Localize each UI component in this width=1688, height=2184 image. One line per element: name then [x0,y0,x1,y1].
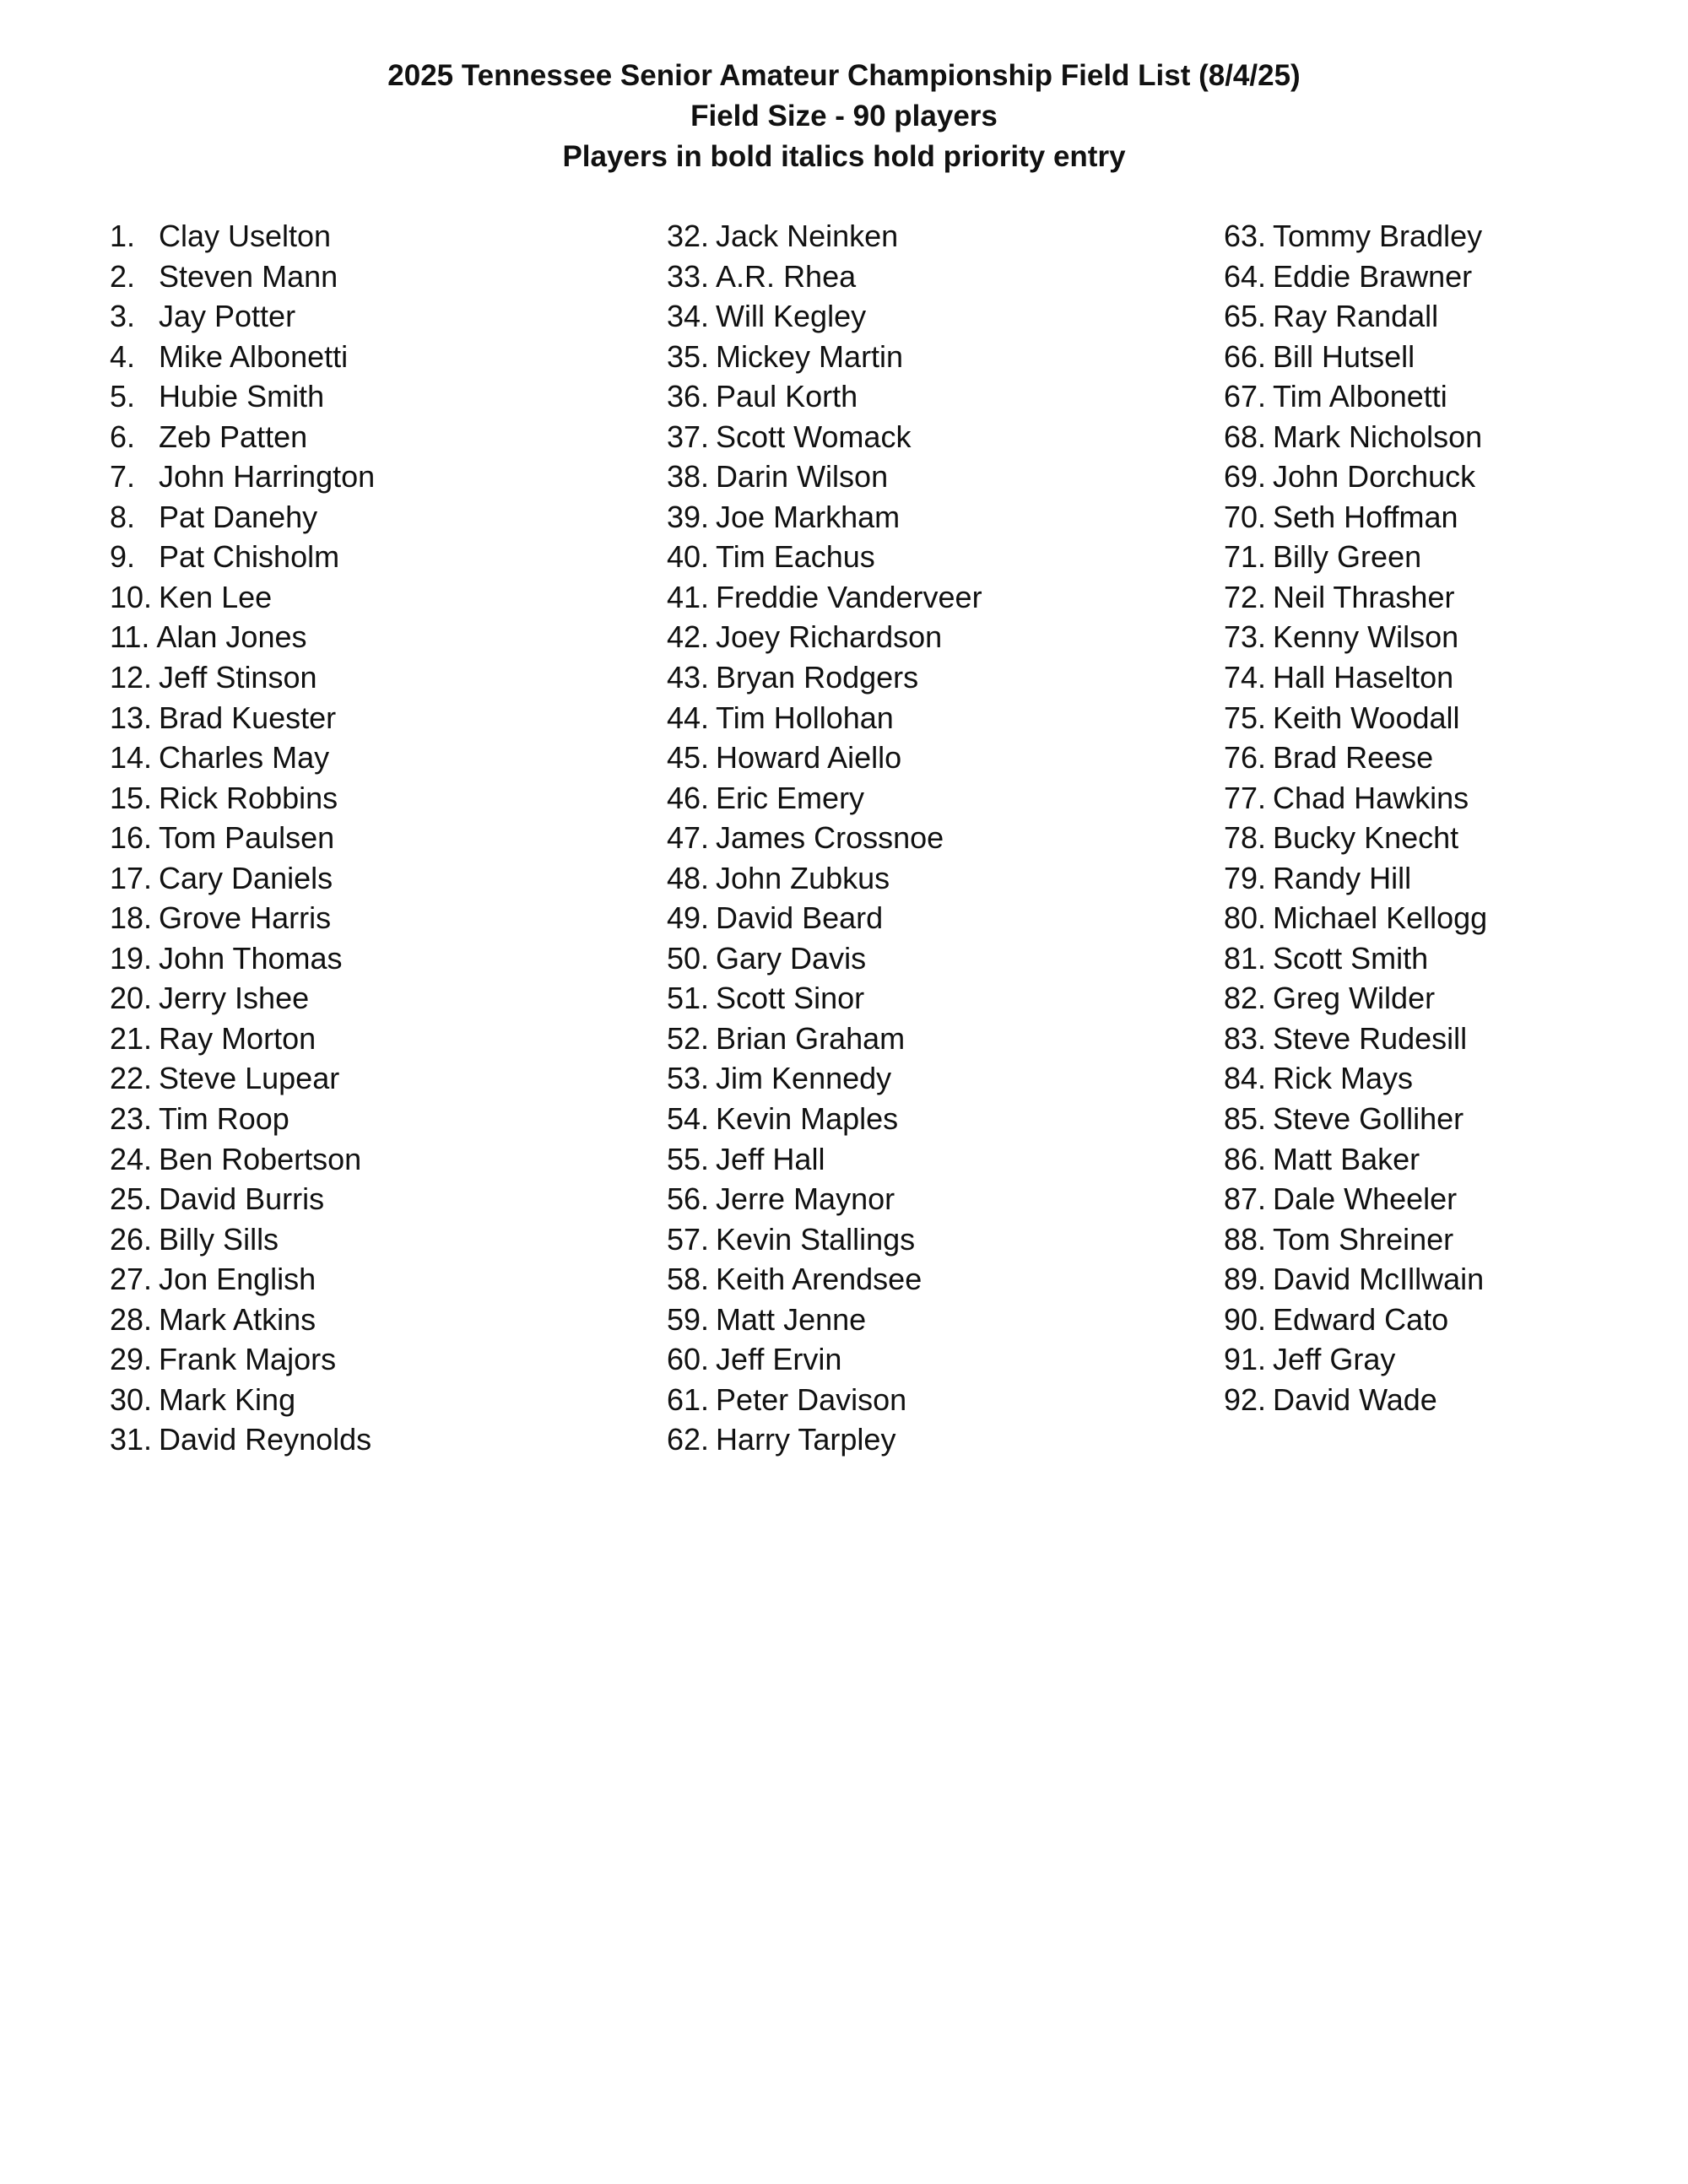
player-entry [110,1058,375,1099]
player-name: Steve Rudesill [1273,1020,1468,1056]
player-name: Michael Kellogg [1273,900,1488,936]
player-entry [110,296,375,337]
player-entry [110,1380,375,1420]
player-name: Grove Harris [159,900,332,936]
player-name: Jack Neinken [716,219,899,253]
player-number: 15. [110,780,153,815]
player-name: Tommy Bradley [1273,219,1483,253]
player-entry [1224,337,1487,377]
player-entry [667,818,982,858]
player-name: Ken Lee [159,579,273,614]
player-name: Billy Sills [159,1221,279,1257]
player-name: Joe Markham [716,499,901,534]
player-number: 57. [667,1221,710,1257]
player-entry [1224,978,1487,1019]
field-column-1 [110,216,375,1460]
player-name: Neil Thrasher [1273,579,1455,614]
player-name: Rick Mays [1273,1061,1414,1096]
player-name: Tim Eachus [716,539,875,575]
player-entry [667,698,982,738]
player-number: 83. [1224,1020,1267,1056]
field-column-3 [1224,216,1487,1419]
player-name: Mark King [159,1381,296,1417]
player-name: Brad Kuester [159,700,337,735]
player-number: 23. [110,1101,153,1137]
player-entry [110,617,375,657]
player-entry [110,657,375,698]
player-number: 31. [110,1422,153,1457]
player-name: Clay Uselton [159,219,332,253]
player-number: 79. [1224,860,1267,895]
player-entry [667,376,982,417]
player-name: Cary Daniels [159,860,333,895]
player-number: 46. [667,780,710,815]
player-number: 17. [110,860,153,895]
player-name: Eddie Brawner [1273,258,1473,294]
player-number: 58. [667,1262,710,1297]
player-entry [1224,818,1487,858]
player-number: 14. [110,740,153,776]
player-name: Gary Davis [716,940,867,976]
player-name: Alan Jones [156,619,307,655]
player-name: Steve Lupear [159,1061,340,1096]
player-number: 87. [1224,1181,1267,1217]
player-entry [667,978,982,1019]
player-number: 41. [667,579,710,614]
player-number: 67. [1224,379,1267,414]
player-entry [667,577,982,618]
player-number: 90. [1224,1301,1267,1337]
player-name: A.R. Rhea [716,258,857,294]
player-name: Ray Randall [1273,299,1439,334]
player-name: Billy Green [1273,539,1422,575]
player-entry [667,1300,982,1340]
player-number: 69. [1224,459,1267,495]
player-number: 61. [667,1381,710,1417]
player-entry [110,1300,375,1340]
player-name: Pat Danehy [159,499,318,534]
player-entry [1224,858,1487,899]
player-entry [667,417,982,457]
player-name: Tim Hollohan [716,700,894,735]
player-number: 78. [1224,820,1267,856]
player-entry [110,1139,375,1180]
player-entry [110,337,375,377]
field-column-2 [667,216,982,1460]
player-entry [110,938,375,979]
player-name: Scott Womack [716,419,912,454]
player-number: 48. [667,860,710,895]
player-name: Jon English [159,1262,316,1297]
player-number: 86. [1224,1141,1267,1176]
player-name: David Wade [1273,1381,1437,1417]
player-name: Mike Albonetti [159,338,349,374]
player-entry [110,898,375,938]
player-number: 24. [110,1141,153,1176]
player-number: 42. [667,619,710,655]
player-entry [110,216,375,257]
player-name: Bill Hutsell [1273,338,1415,374]
player-name: Jerry Ishee [159,981,310,1016]
player-name: Randy Hill [1273,860,1412,895]
player-number: 60. [667,1342,710,1377]
player-entry [110,1179,375,1219]
player-name: John Zubkus [716,860,890,895]
player-name: Eric Emery [716,780,865,815]
player-name: Freddie Vanderveer [716,579,982,614]
player-number: 19. [110,940,153,976]
player-entry [667,1099,982,1139]
player-name: John Dorchuck [1273,459,1476,495]
player-number: 85. [1224,1101,1267,1137]
player-entry [1224,537,1487,577]
player-number: 4. [110,338,136,374]
player-number: 62. [667,1422,710,1457]
player-name: Edward Cato [1273,1301,1449,1337]
player-name: Mickey Martin [716,338,904,374]
player-number: 70. [1224,499,1267,534]
player-name: Jim Kennedy [716,1061,892,1096]
player-number: 74. [1224,660,1267,695]
player-number: 71. [1224,539,1267,575]
player-number: 34. [667,299,710,334]
player-number: 89. [1224,1262,1267,1297]
player-name: Chad Hawkins [1273,780,1469,815]
player-number: 13. [110,700,153,735]
player-entry [1224,1259,1487,1300]
player-entry [110,577,375,618]
player-name: Paul Korth [716,379,858,414]
player-name: Tim Roop [159,1101,289,1137]
player-name: Keith Woodall [1273,700,1460,735]
player-entry [667,858,982,899]
player-name: Peter Davison [716,1381,907,1417]
player-entry [667,497,982,538]
player-entry [667,898,982,938]
player-name: Kevin Stallings [716,1221,916,1257]
player-entry [1224,617,1487,657]
player-entry [1224,778,1487,819]
player-name: Steve Golliher [1273,1101,1464,1137]
player-number: 38. [667,459,710,495]
player-name: David Reynolds [159,1422,372,1457]
player-entry [1224,497,1487,538]
player-name: Seth Hoffman [1273,499,1458,534]
player-entry [1224,1219,1487,1260]
player-number: 88. [1224,1221,1267,1257]
player-entry [110,1419,375,1460]
player-name: Jerre Maynor [716,1181,895,1217]
player-number: 82. [1224,981,1267,1016]
player-entry [667,257,982,297]
player-name: Tim Albonetti [1273,379,1447,414]
player-name: Bucky Knecht [1273,820,1459,856]
player-name: Scott Smith [1273,940,1429,976]
player-number: 44. [667,700,710,735]
player-number: 33. [667,258,710,294]
player-number: 39. [667,499,710,534]
player-number: 9. [110,539,136,575]
player-number: 72. [1224,579,1267,614]
player-entry [110,417,375,457]
player-number: 37. [667,419,710,454]
document-title: 2025 Tennessee Senior Amateur Championship Field List (8/4/25) [387,59,1301,92]
player-entry [667,1419,982,1460]
player-number: 12. [110,660,153,695]
player-number: 54. [667,1101,710,1137]
player-entry [1224,577,1487,618]
player-number: 52. [667,1020,710,1056]
player-entry [1224,1339,1487,1380]
player-name: Greg Wilder [1273,981,1436,1016]
player-entry [667,657,982,698]
player-entry [1224,1179,1487,1219]
player-number: 80. [1224,900,1267,936]
player-number: 29. [110,1342,153,1377]
player-number: 1. [110,219,136,253]
player-entry [1224,216,1487,257]
player-entry [110,1019,375,1059]
player-number: 91. [1224,1342,1267,1377]
player-entry [110,376,375,417]
player-number: 16. [110,820,153,856]
player-entry [1224,898,1487,938]
player-name: Matt Baker [1273,1141,1420,1176]
player-entry [1224,938,1487,979]
player-number: 27. [110,1262,153,1297]
player-name: Brad Reese [1273,740,1434,776]
player-number: 22. [110,1061,153,1096]
player-entry [110,457,375,497]
player-number: 28. [110,1301,153,1337]
player-number: 84. [1224,1061,1267,1096]
player-name: Jeff Gray [1273,1342,1396,1377]
player-number: 81. [1224,940,1267,976]
player-entry [667,457,982,497]
player-number: 45. [667,740,710,776]
player-name: John Harrington [159,459,376,495]
player-entry [110,1339,375,1380]
player-name: Steven Mann [159,258,338,294]
player-number: 20. [110,981,153,1016]
player-number: 76. [1224,740,1267,776]
player-name: Will Kegley [716,299,867,334]
player-name: David McIllwain [1273,1262,1485,1297]
player-entry [667,1339,982,1380]
player-entry [110,537,375,577]
player-name: Jeff Hall [716,1141,825,1176]
priority-note: Players in bold italics hold priority entry [562,140,1126,173]
player-entry [1224,657,1487,698]
player-name: David Beard [716,900,884,936]
player-entry [110,257,375,297]
player-number: 68. [1224,419,1267,454]
player-number: 55. [667,1141,710,1176]
player-number: 53. [667,1061,710,1096]
player-entry [667,1259,982,1300]
player-entry [667,1380,982,1420]
player-number: 25. [110,1181,153,1217]
player-number: 63. [1224,219,1267,253]
player-name: Mark Atkins [159,1301,316,1337]
player-entry [110,1259,375,1300]
player-name: Harry Tarpley [716,1422,896,1457]
player-number: 92. [1224,1381,1267,1417]
player-entry [667,1139,982,1180]
player-number: 18. [110,900,153,936]
player-name: Tom Paulsen [159,820,335,856]
player-entry [1224,1300,1487,1340]
player-entry [110,858,375,899]
player-name: Mark Nicholson [1273,419,1483,454]
player-name: Dale Wheeler [1273,1181,1458,1217]
player-number: 75. [1224,700,1267,735]
player-name: Hall Haselton [1273,660,1454,695]
player-name: John Thomas [159,940,343,976]
player-entry [667,738,982,778]
player-name: Jeff Ervin [716,1342,842,1377]
player-entry [1224,1380,1487,1420]
player-entry [110,818,375,858]
player-name: Jay Potter [159,299,296,334]
player-entry [110,738,375,778]
player-number: 8. [110,499,136,534]
player-name: Keith Arendsee [716,1262,922,1297]
player-entry [1224,417,1487,457]
player-number: 21. [110,1020,153,1056]
player-entry [1224,1099,1487,1139]
player-entry [110,1099,375,1139]
player-number: 40. [667,539,710,575]
player-entry [1224,457,1487,497]
document-header [0,56,1688,177]
player-number: 50. [667,940,710,976]
field-list [0,216,1688,1482]
player-name: Scott Sinor [716,981,865,1016]
player-number: 3. [110,299,136,334]
player-number: 36. [667,379,710,414]
player-number: 5. [110,379,136,414]
player-entry [1224,738,1487,778]
player-number: 2. [110,258,136,294]
player-name: David Burris [159,1181,325,1217]
player-name: Ray Morton [159,1020,316,1056]
player-entry [1224,698,1487,738]
player-entry [667,337,982,377]
player-name: Jeff Stinson [159,660,317,695]
player-number: 49. [667,900,710,936]
player-number: 6. [110,419,136,454]
player-number: 47. [667,820,710,856]
player-name: Kenny Wilson [1273,619,1459,655]
player-entry [667,778,982,819]
player-name: Darin Wilson [716,459,889,495]
player-number: 59. [667,1301,710,1337]
player-name: Joey Richardson [716,619,943,655]
player-entry [1224,1019,1487,1059]
player-entry [667,537,982,577]
player-name: Frank Majors [159,1342,337,1377]
player-entry [667,1019,982,1059]
player-entry [110,497,375,538]
player-name: Zeb Patten [159,419,308,454]
player-number: 56. [667,1181,710,1217]
player-entry [110,978,375,1019]
player-number: 64. [1224,258,1267,294]
player-name: Rick Robbins [159,780,338,815]
player-entry [667,216,982,257]
player-name: Hubie Smith [159,379,325,414]
player-name: Matt Jenne [716,1301,867,1337]
player-name: Charles May [159,740,330,776]
player-name: James Crossnoe [716,820,944,856]
player-number: 35. [667,338,710,374]
player-name: Brian Graham [716,1020,906,1056]
player-number: 77. [1224,780,1267,815]
player-entry [667,296,982,337]
player-number: 51. [667,981,710,1016]
player-name: Tom Shreiner [1273,1221,1454,1257]
player-number: 10. [110,579,153,614]
player-entry [110,1219,375,1260]
player-entry [1224,1058,1487,1099]
player-entry [1224,257,1487,297]
player-number: 73. [1224,619,1267,655]
player-entry [1224,376,1487,417]
player-name: Bryan Rodgers [716,660,919,695]
player-number: 32. [667,219,710,253]
player-number: 43. [667,660,710,695]
player-name: Pat Chisholm [159,539,340,575]
player-entry [110,698,375,738]
player-name: Kevin Maples [716,1101,899,1137]
player-entry [667,1058,982,1099]
player-entry [110,778,375,819]
player-entry [667,617,982,657]
player-name: Howard Aiello [716,740,902,776]
player-entry [667,1219,982,1260]
player-number: 66. [1224,338,1267,374]
player-entry [667,1179,982,1219]
player-number: 30. [110,1381,153,1417]
player-entry [1224,1139,1487,1180]
player-number: 26. [110,1221,153,1257]
field-size-line: Field Size - 90 players [690,100,998,132]
player-entry [667,938,982,979]
player-number: 11. [110,619,150,655]
player-name: Ben Robertson [159,1141,362,1176]
player-entry [1224,296,1487,337]
player-number: 7. [110,459,136,495]
player-number: 65. [1224,299,1267,334]
